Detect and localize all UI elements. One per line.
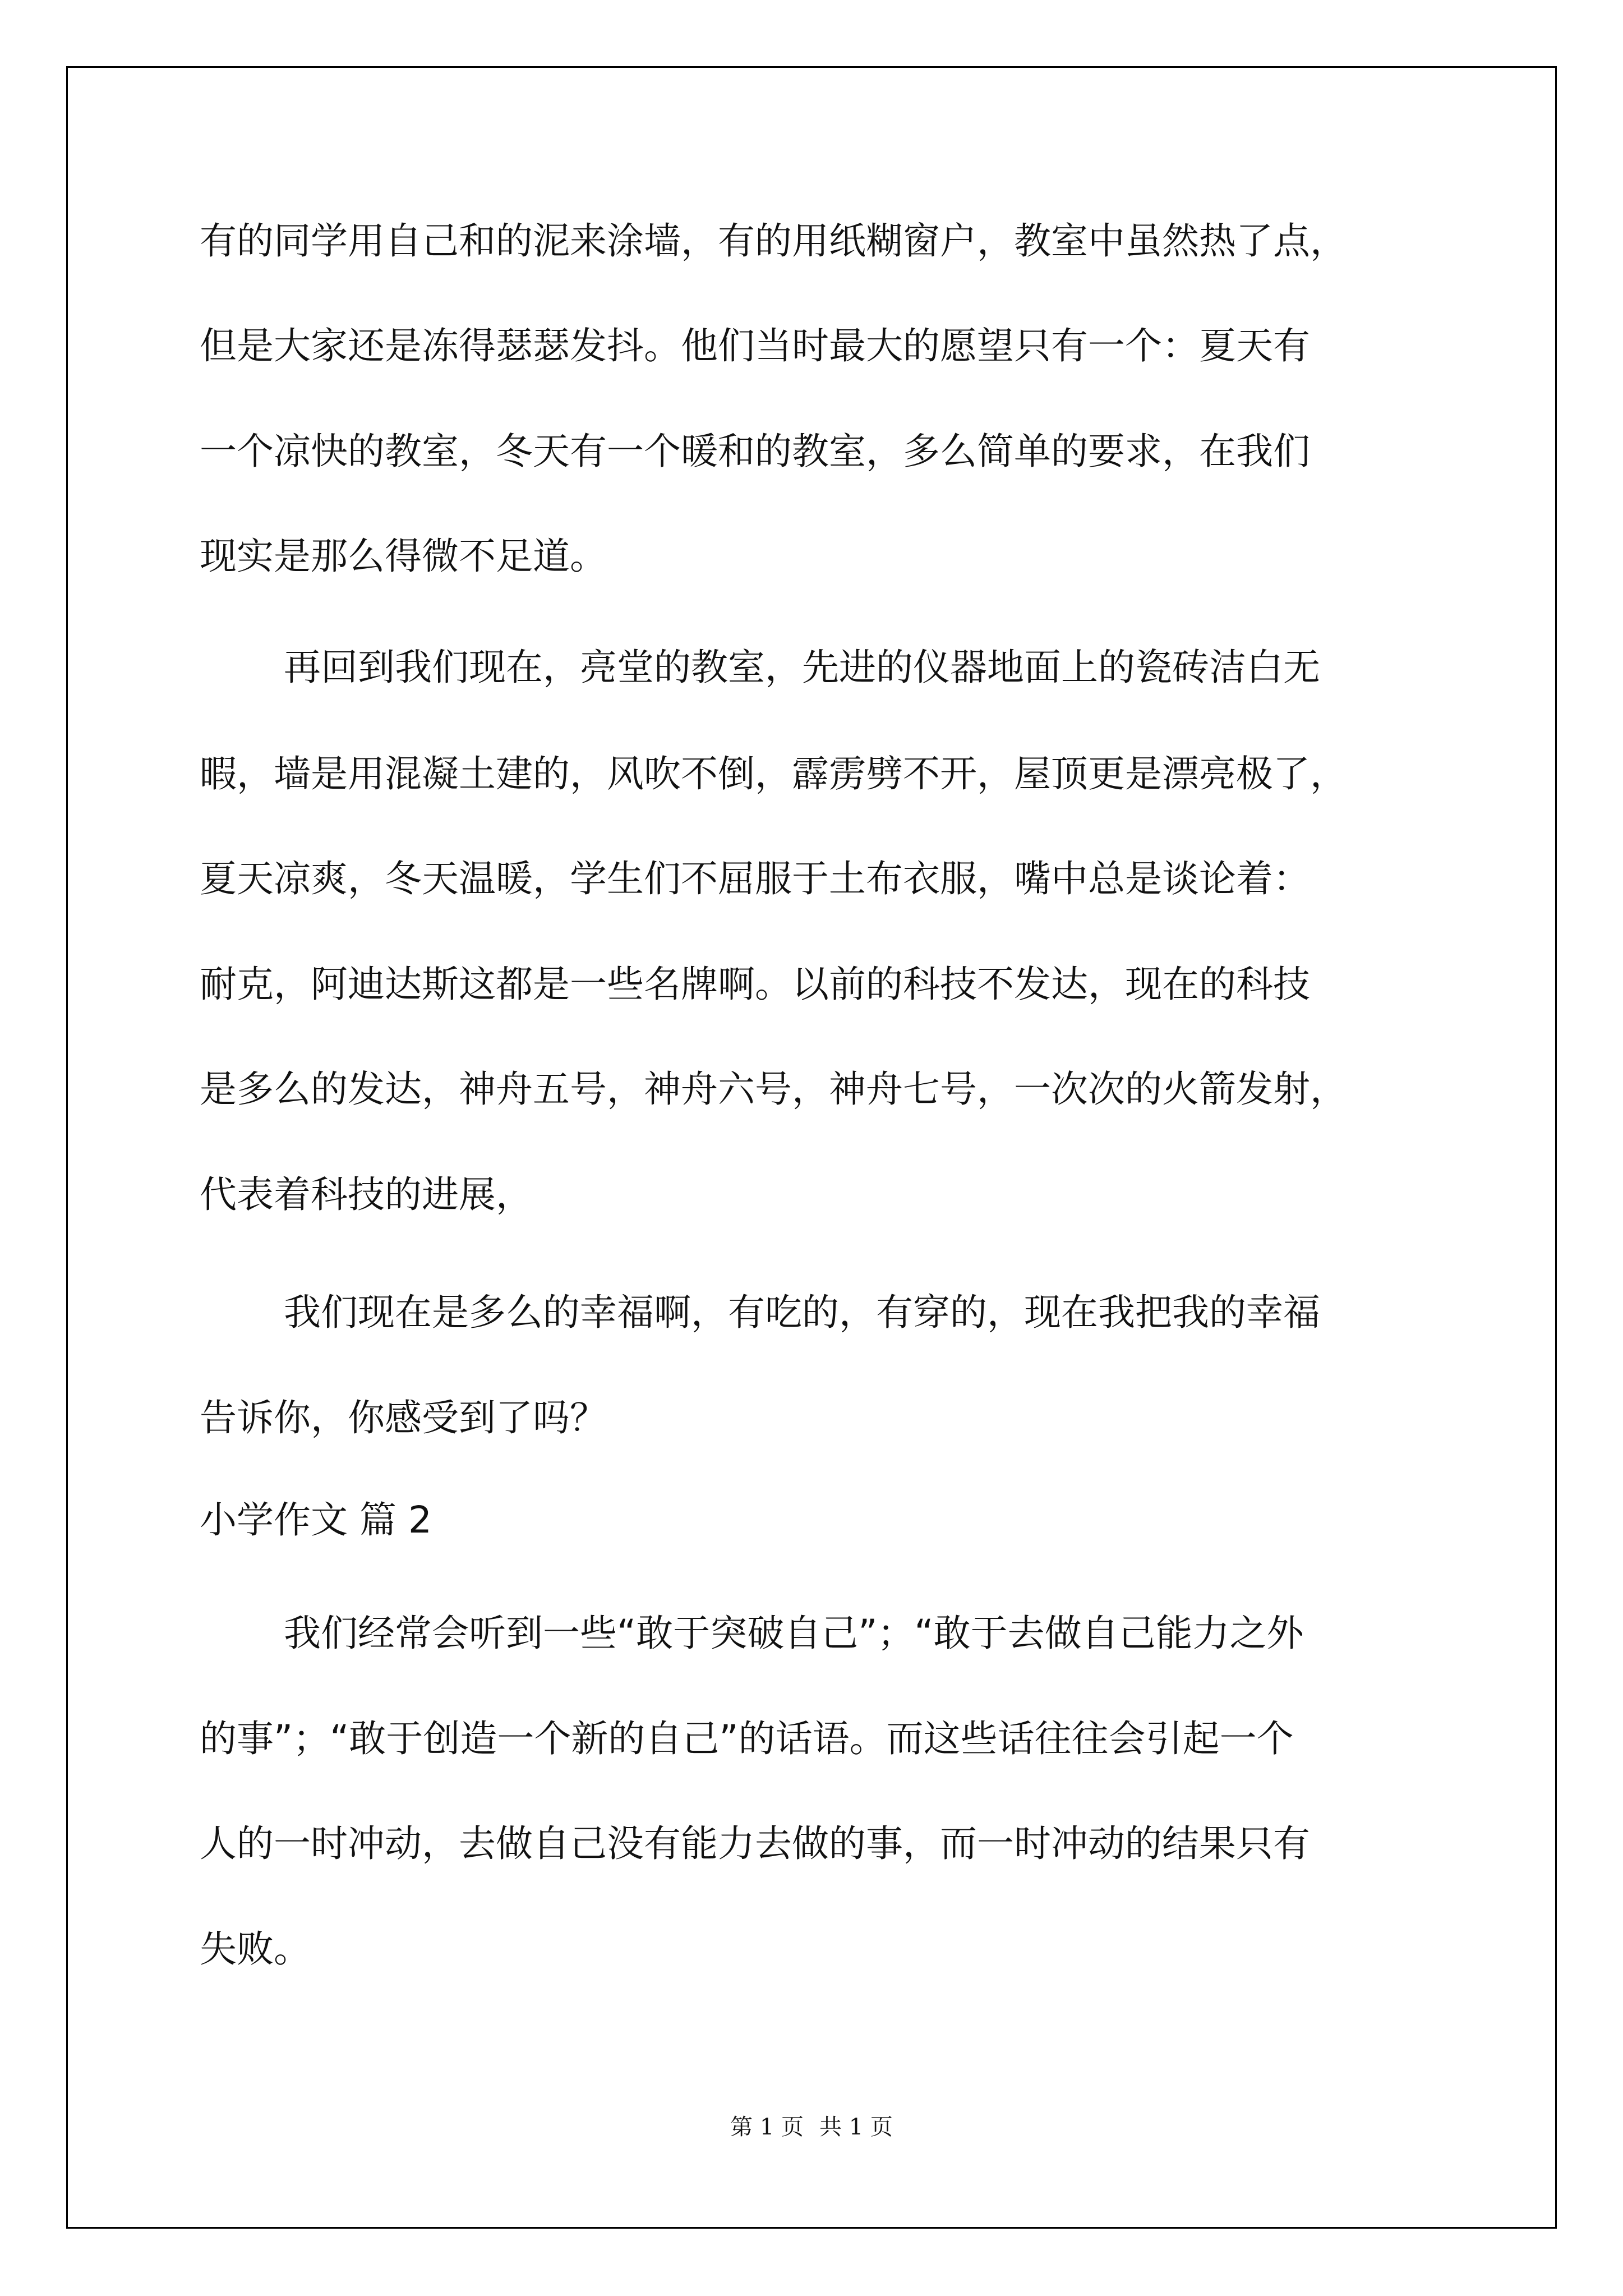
page-footer [0,2109,1623,2141]
text-line: 有的同学用自己和的泥来涂墙，有的用纸糊窗户，教室中虽然热了点， [200,219,1347,263]
paragraph-start-line: 我们现在是多么的幸福啊，有吃的，有穿的，现在我把我的幸福 [284,1291,1320,1334]
paragraph-start-line: 我们经常会听到一些“敢于突破自己”；“敢于去做自己能力之外 [284,1612,1304,1655]
paragraph-start-line: 再回到我们现在，亮堂的教室，先进的仪器地面上的瓷砖洁白无 [284,646,1320,689]
text-line: 但是大家还是冻得瑟瑟发抖。他们当时最大的愿望只有一个：夏天有 [200,324,1310,367]
section-heading: 小学作文 篇 2 [200,1498,432,1542]
text-line: 现实是那么得微不足道。 [200,535,607,578]
text-line: 代表着科技的进展， [200,1173,533,1216]
text-line: 一个凉快的教室，冬天有一个暖和的教室，多么简单的要求，在我们 [200,430,1310,473]
text-line: 夏天凉爽，冬天温暖，学生们不屈服于土布衣服，嘴中总是谈论着： [200,857,1310,900]
page-border [66,66,1557,2229]
text-line: 是多么的发达，神舟五号，神舟六号，神舟七号，一次次的火箭发射， [200,1068,1347,1111]
text-line: 暇，墙是用混凝土建的，风吹不倒，霹雳劈不开，屋顶更是漂亮极了， [200,752,1347,795]
text-line: 耐克，阿迪达斯这都是一些名牌啊。以前的科技不发达，现在的科技 [200,963,1310,1006]
text-line: 人的一时冲动，去做自己没有能力去做的事，而一时冲动的结果只有 [200,1822,1310,1865]
text-line: 告诉你，你感受到了吗？ [200,1396,607,1439]
page-number: 第 1 页 [730,2114,804,2140]
text-line: 失败。 [200,1927,311,1971]
text-line: 的事”；“敢于创造一个新的自己”的话语。而这些话往往会引起一个 [200,1717,1294,1760]
page-total: 共 1 页 [819,2114,893,2140]
